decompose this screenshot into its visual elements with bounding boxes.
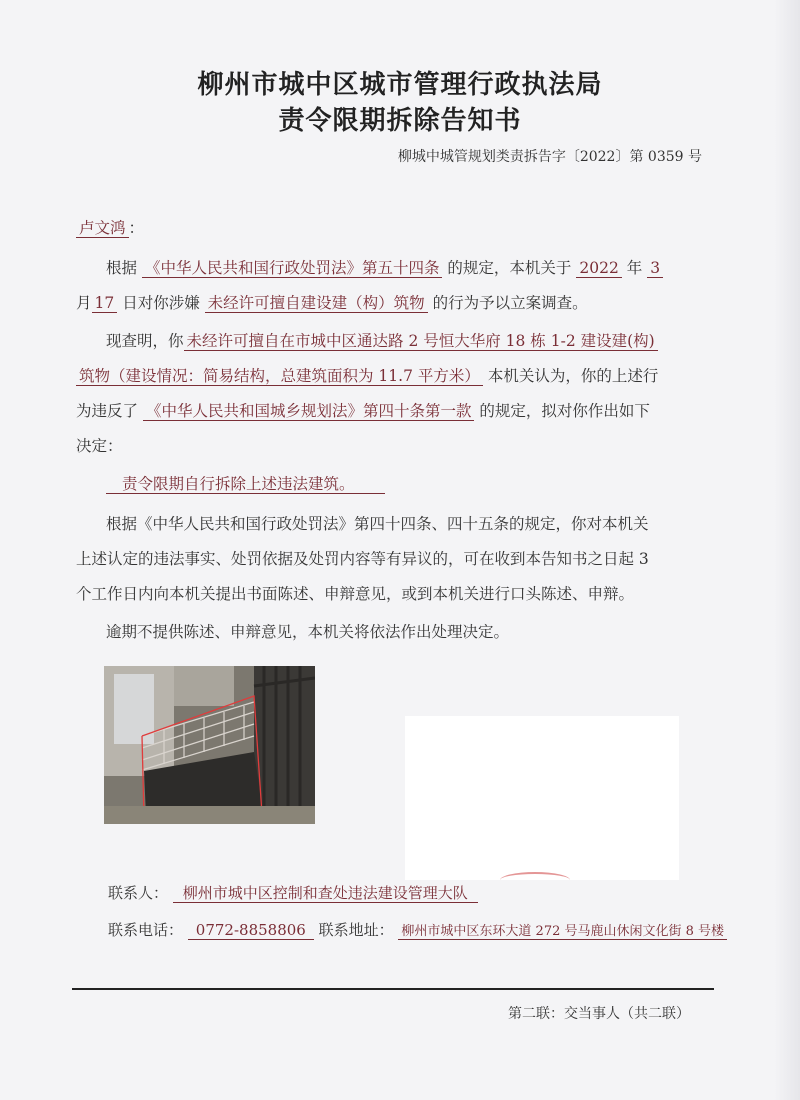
copy-note: 第二联：交当事人（共二联） [508,1006,690,1022]
contact-address: 柳州市城中区东环大道 272 号马鹿山休闲文化街 8 号楼 [398,924,727,940]
paragraph-3-line-2: 上述认定的违法事实、处罚依据及处罚内容等有异议的，可在收到本告知书之日起 3 [76,550,649,568]
filing-year: 2022 [576,259,621,278]
paragraph-1-line-1: 根据 《中华人民共和国行政处罚法》第五十四条 的规定，本机关于 2022 年 3 [106,258,756,278]
decision-text: 责令限期自行拆除上述违法建筑。 [106,475,385,494]
violation-fact-b: 筑物（建设情况：简易结构，总建筑面积为 11.7 平方米） [76,367,483,386]
paragraph-2-line-1: 现查明，你 未经许可擅自在市城中区通达路 2 号恒大华府 18 栋 1-2 建设建(构) [106,331,756,351]
balcony-structure-photo [104,666,315,824]
redaction-box [405,716,679,880]
official-seal-edge [500,872,570,888]
paragraph-4: 逾期不提供陈述、申辩意见，本机关将依法作出处理决定。 [106,623,510,641]
recipient-name: 卢文鸿 [76,219,129,238]
decision-line [106,474,756,494]
filing-month: 3 [647,259,663,278]
violation-fact-a: 未经许可擅自在市城中区通达路 2 号恒大华府 18 栋 1-2 建设建(构) [184,332,658,351]
agency-title: 柳州市城中区城市管理行政执法局 [197,70,603,100]
legal-basis-2: 《中华人民共和国城乡规划法》第四十条第一款 [143,402,475,421]
document-number: 柳城中城管规划类责拆告字〔2022〕第 0359 号 [397,149,702,165]
contact-person-line [108,882,478,903]
case-description: 未经许可擅自建设建（构）筑物 [205,294,428,313]
notice-title: 责令限期拆除告知书 [278,106,522,136]
paragraph-2-line-2: 筑物（建设情况：简易结构，总建筑面积为 11.7 平方米） 本机关认为，你的上述行 [76,366,726,386]
contact-phone-label: 联系电话： [108,921,184,939]
contact-phone-line [108,919,727,940]
scan-edge-shadow [774,0,800,1100]
footer-divider [72,988,714,990]
legal-basis-1: 《中华人民共和国行政处罚法》第五十四条 [142,259,443,278]
paragraph-2-line-3: 为违反了 《中华人民共和国城乡规划法》第四十条第一款 的规定，拟对你作出如下 [76,402,650,420]
recipient-line: 卢文鸿 ： [76,218,726,238]
paragraph-1-line-2: 月 17 日对你涉嫌 未经许可擅自建设建（构）筑物 的行为予以立案调查。 [76,294,588,312]
contact-person-label: 联系人： [108,884,169,902]
contact-phone: 0772-8858806 [188,921,314,940]
contact-person: 柳州市城中区控制和查处违法建设管理大队 [173,884,478,903]
paragraph-2-line-4: 决定： [76,437,123,455]
contact-address-label: 联系地址： [318,921,394,939]
paragraph-3-line-1: 根据《中华人民共和国行政处罚法》第四十四条、四十五条的规定，你对本机关 [106,515,649,533]
filing-day: 17 [92,294,118,313]
paragraph-3-line-3: 个工作日内向本机关提出书面陈述、申辩意见，或到本机关进行口头陈述、申辩。 [76,585,635,603]
evidence-photo [104,666,315,824]
